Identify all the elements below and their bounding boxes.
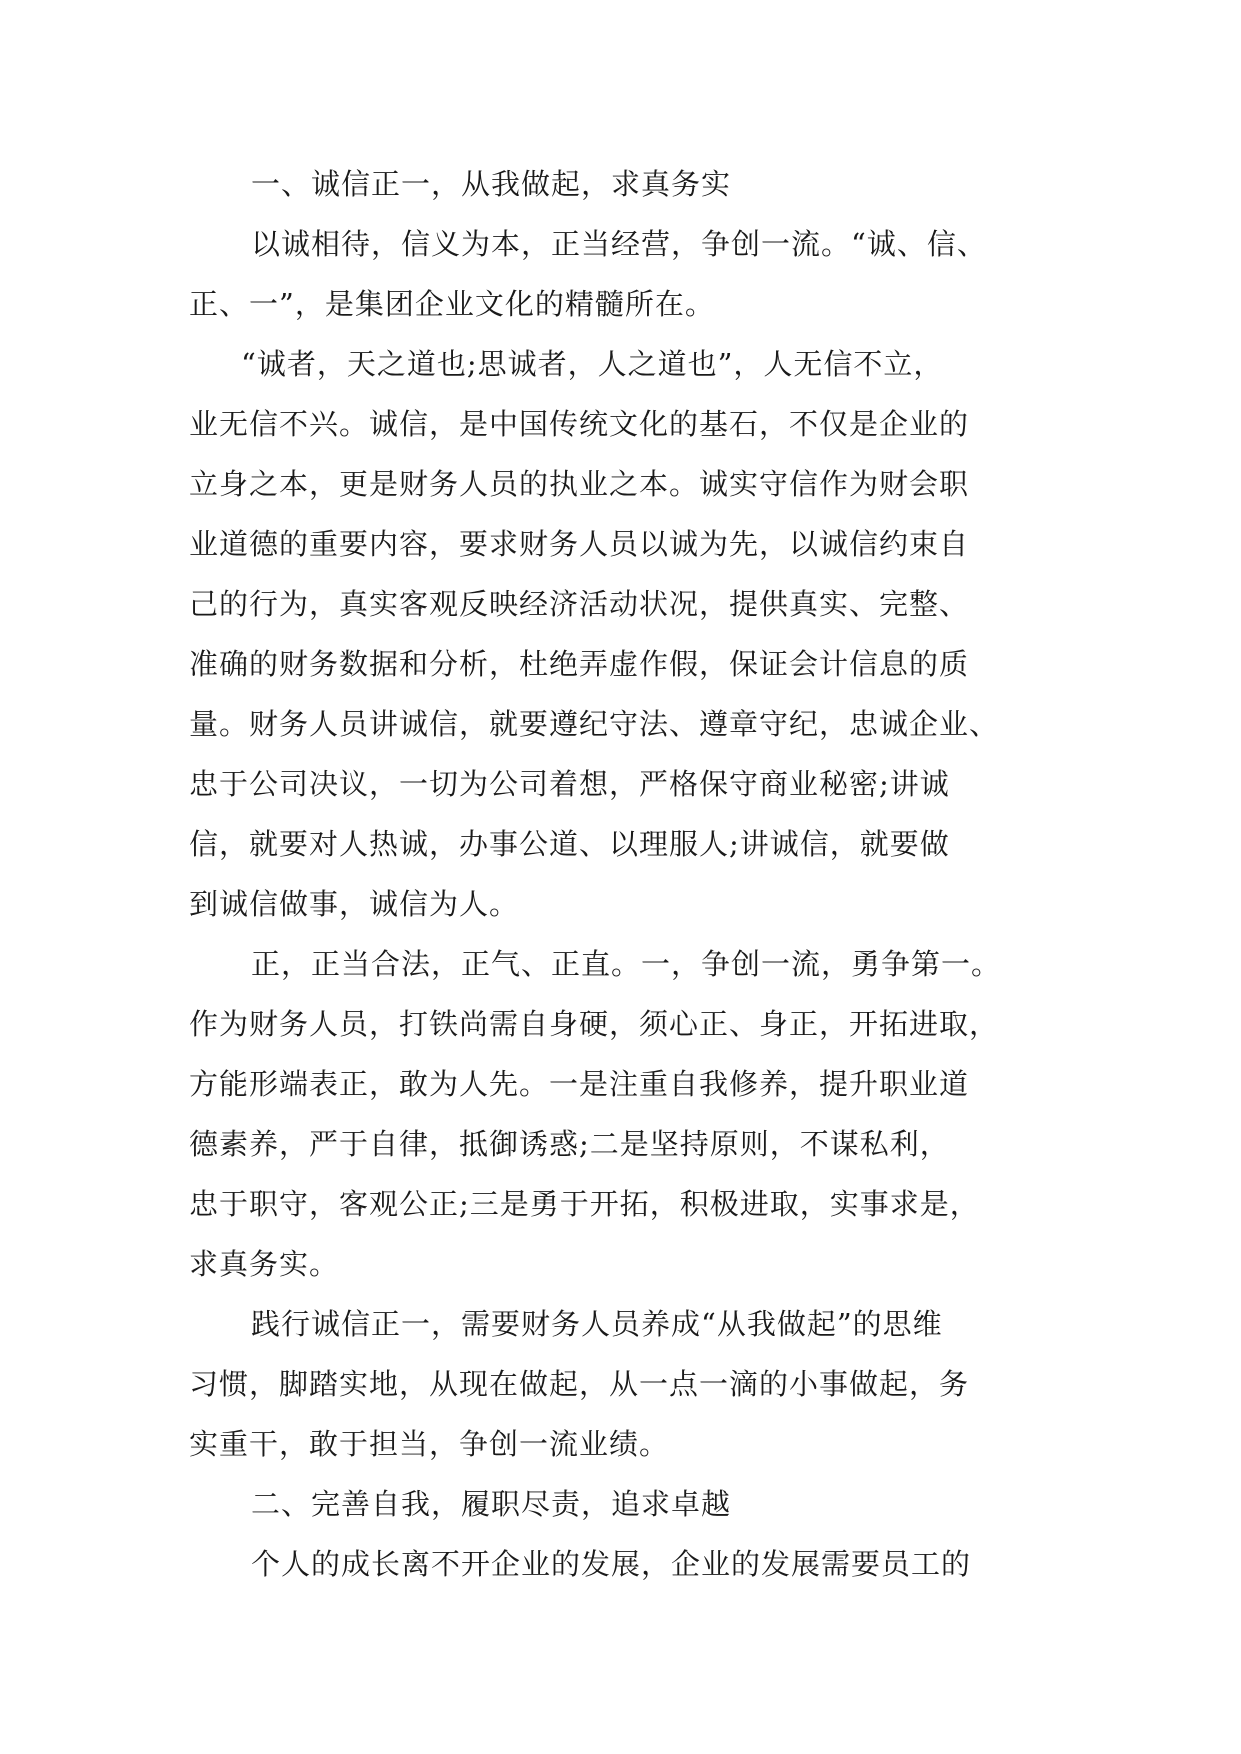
paragraph-line: 业无信不兴。诚信，是中国传统文化的基石，不仅是企业的	[189, 407, 970, 441]
paragraph-line: 忠于公司决议，一切为公司着想，严格保守商业秘密;讲诚	[189, 767, 950, 801]
section-heading-1: 一、诚信正一，从我做起，求真务实	[251, 167, 732, 201]
document-body	[189, 154, 1054, 1594]
paragraph-line: 践行诚信正一，需要财务人员养成“从我做起”的思维	[251, 1307, 943, 1341]
paragraph-line: 德素养，严于自律，抵御诱惑;二是坚持原则，不谋私利，	[189, 1127, 950, 1161]
paragraph-line: 立身之本，更是财务人员的执业之本。诚实守信作为财会职	[189, 467, 970, 501]
paragraph-line: 习惯，脚踏实地，从现在做起，从一点一滴的小事做起，务	[189, 1367, 970, 1401]
section-heading-2: 二、完善自我，履职尽责，追求卓越	[251, 1487, 732, 1521]
paragraph-line: 个人的成长离不开企业的发展，企业的发展需要员工的	[251, 1547, 972, 1581]
paragraph-line: 正，正当合法，正气、正直。一，争创一流，勇争第一。	[251, 947, 1002, 981]
paragraph-line: 量。财务人员讲诚信，就要遵纪守法、遵章守纪，忠诚企业、	[189, 707, 1000, 741]
paragraph-line: 求真务实。	[189, 1247, 340, 1281]
paragraph-line: 以诚相待，信义为本，正当经营，争创一流。“诚、信、	[251, 227, 987, 261]
paragraph-line: 方能形端表正，敢为人先。一是注重自我修养，提升职业道	[189, 1067, 970, 1101]
paragraph-line: “诚者，天之道也;思诚者，人之道也”，人无信不立，	[241, 347, 944, 381]
paragraph-line: 正、一”，是集团企业文化的精髓所在。	[189, 287, 715, 321]
paragraph-line: 忠于职守，客观公正;三是勇于开拓，积极进取，实事求是，	[189, 1187, 980, 1221]
paragraph-line: 己的行为，真实客观反映经济活动状况，提供真实、完整、	[189, 587, 970, 621]
paragraph-line: 准确的财务数据和分析，杜绝弄虚作假，保证会计信息的质	[189, 647, 970, 681]
paragraph-line: 作为财务人员，打铁尚需自身硬，须心正、身正，开拓进取，	[189, 1007, 1000, 1041]
paragraph-line: 到诚信做事，诚信为人。	[189, 887, 520, 921]
paragraph-line: 信，就要对人热诚，办事公道、以理服人;讲诚信，就要做	[189, 827, 950, 861]
paragraph-line: 实重干，敢于担当，争创一流业绩。	[189, 1427, 670, 1461]
paragraph-line: 业道德的重要内容，要求财务人员以诚为先，以诚信约束自	[189, 527, 970, 561]
